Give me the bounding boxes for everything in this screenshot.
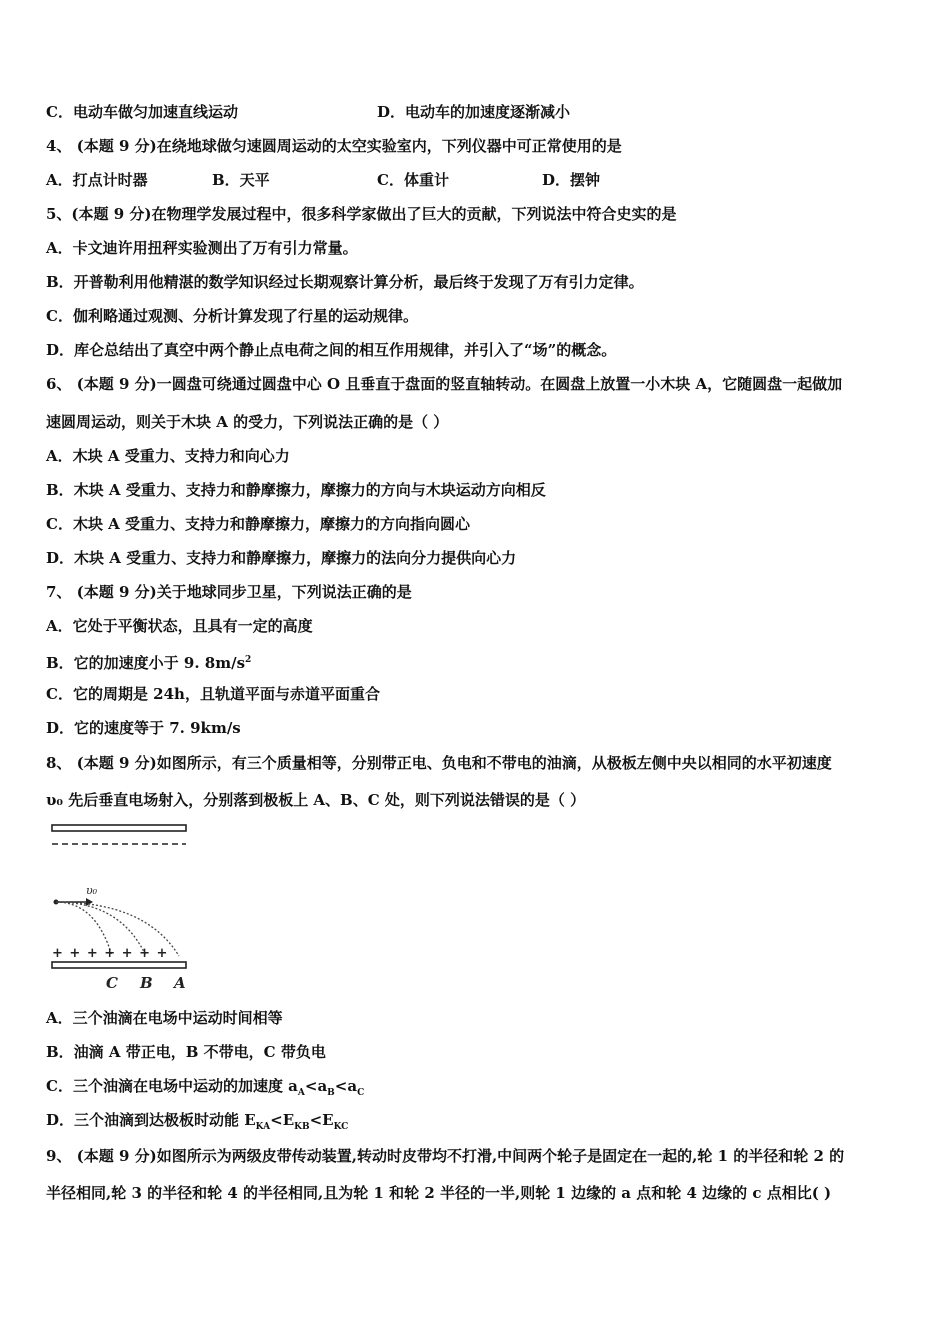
- q4-stem: 4、 (本题 9 分)在绕地球做匀速圆周运动的太空实验室内，下列仪器中可正常使用的是: [46, 137, 622, 155]
- q6-option-b: B．木块 A 受重力、支持力和静摩擦力，摩擦力的方向与木块运动方向相反: [46, 481, 546, 499]
- lt-1: <E: [270, 1111, 295, 1129]
- q4-option-c: C．体重计: [377, 171, 449, 189]
- q6-stem-line1: 6、 (本题 9 分)一圆盘可绕通过圆盘中心 O 且垂直于盘面的竖直轴转动。在圆盘上放置一小木块 A，它随圆盘一起做加: [46, 375, 843, 393]
- lt-1: <a: [304, 1077, 328, 1095]
- v0-label: υ₀: [86, 884, 98, 897]
- lt-2: <a: [334, 1077, 358, 1095]
- q4-option-a: A．打点计时器: [46, 171, 148, 189]
- q7-option-a: A．它处于平衡状态，且具有一定的高度: [46, 617, 313, 635]
- sub-a: A: [297, 1088, 305, 1098]
- q8-stem-line2: υ₀ 先后垂直电场射入，分别落到极板上 A、B、C 处，则下列说法错误的是（ ）: [46, 791, 586, 809]
- q7-stem: 7、 (本题 9 分)关于地球同步卫星，下列说法正确的是: [46, 583, 412, 601]
- q8-figure-oil-drops: [46, 820, 196, 995]
- upper-plate: [52, 825, 186, 831]
- q8-option-d: [46, 1110, 348, 1137]
- q5-option-c: C．伽利略通过观测、分析计算发现了行星的运动规律。: [46, 307, 418, 325]
- q8-option-c: [46, 1076, 364, 1103]
- q6-option-a: A．木块 A 受重力、支持力和向心力: [46, 447, 290, 465]
- velocity-arrowhead-icon: [86, 898, 93, 906]
- q9-stem-line2: 半径相同,轮 3 的半径和轮 4 的半径相同,且为轮 1 和轮 2 半径的一半,则轮 1 边缘的 a 点和轮 4 边缘的 c 点相比( ): [46, 1184, 832, 1202]
- q8-option-a: A．三个油滴在电场中运动时间相等: [46, 1009, 283, 1027]
- q8-option-b: B．油滴 A 带正电，B 不带电，C 带负电: [46, 1043, 326, 1061]
- sub-b: B: [327, 1088, 335, 1098]
- label-c: C: [106, 974, 118, 992]
- q7-option-c: C．它的周期是 24h，且轨道平面与赤道平面重合: [46, 685, 380, 703]
- q8-stem-line1: 8、 (本题 9 分)如图所示，有三个质量相等，分别带正电、负电和不带电的油滴，从极板左侧中央以相同的水平初速度: [46, 754, 832, 772]
- q8-option-d-text: D．三个油滴到达极板时动能 E: [46, 1111, 256, 1129]
- q5-stem: 5、(本题 9 分)在物理学发展过程中，很多科学家做出了巨大的贡献，下列说法中符合史实的是: [46, 205, 677, 223]
- q3-option-c: C．电动车做匀加速直线运动: [46, 103, 238, 121]
- lower-plate: [52, 962, 186, 968]
- q5-option-d: D．库仑总结出了真空中两个静止点电荷之间的相互作用规律，并引入了“场”的概念。: [46, 341, 617, 359]
- sub-kb: KB: [294, 1122, 310, 1132]
- q3-options: [46, 102, 571, 122]
- q7-option-b-exponent: 2: [245, 655, 252, 665]
- q4-option-b: B．天平: [212, 171, 270, 189]
- sub-ka: KA: [255, 1122, 271, 1132]
- q4-option-d: D．摆钟: [542, 171, 601, 189]
- q6-stem-line2: 速圆周运动，则关于木块 A 的受力，下列说法正确的是（ ）: [46, 413, 449, 431]
- q5-option-b: B．开普勒利用他精湛的数学知识经过长期观察计算分析，最后终于发现了万有引力定律。: [46, 273, 644, 291]
- sub-kc: KC: [333, 1122, 349, 1132]
- q4-options: [46, 170, 601, 190]
- q9-stem-line1: 9、 (本题 9 分)如图所示为两级皮带传动装置,转动时皮带均不打滑,中间两个轮子是固定在一起的,轮 1 的半径和轮 2 的: [46, 1147, 845, 1165]
- label-b: B: [140, 974, 153, 992]
- q3-option-d: D．电动车的加速度逐渐减小: [377, 103, 571, 121]
- q6-option-d: D．木块 A 受重力、支持力和静摩擦力，摩擦力的法向分力提供向心力: [46, 549, 517, 567]
- q5-option-a: A．卡文迪许用扭秤实验测出了万有引力常量。: [46, 239, 358, 257]
- q7-option-d: D．它的速度等于 7. 9km/s: [46, 719, 241, 737]
- positive-charges: + + + + + + +: [52, 946, 169, 961]
- label-a: A: [174, 974, 186, 992]
- sub-c: C: [357, 1088, 365, 1098]
- lt-2: <E: [309, 1111, 334, 1129]
- q7-option-b-text: B．它的加速度小于 9. 8m/s: [46, 654, 246, 672]
- q6-option-c: C．木块 A 受重力、支持力和静摩擦力，摩擦力的方向指向圆心: [46, 515, 471, 533]
- q8-option-c-text: C．三个油滴在电场中运动的加速度 a: [46, 1077, 298, 1095]
- q7-option-b: [46, 650, 251, 673]
